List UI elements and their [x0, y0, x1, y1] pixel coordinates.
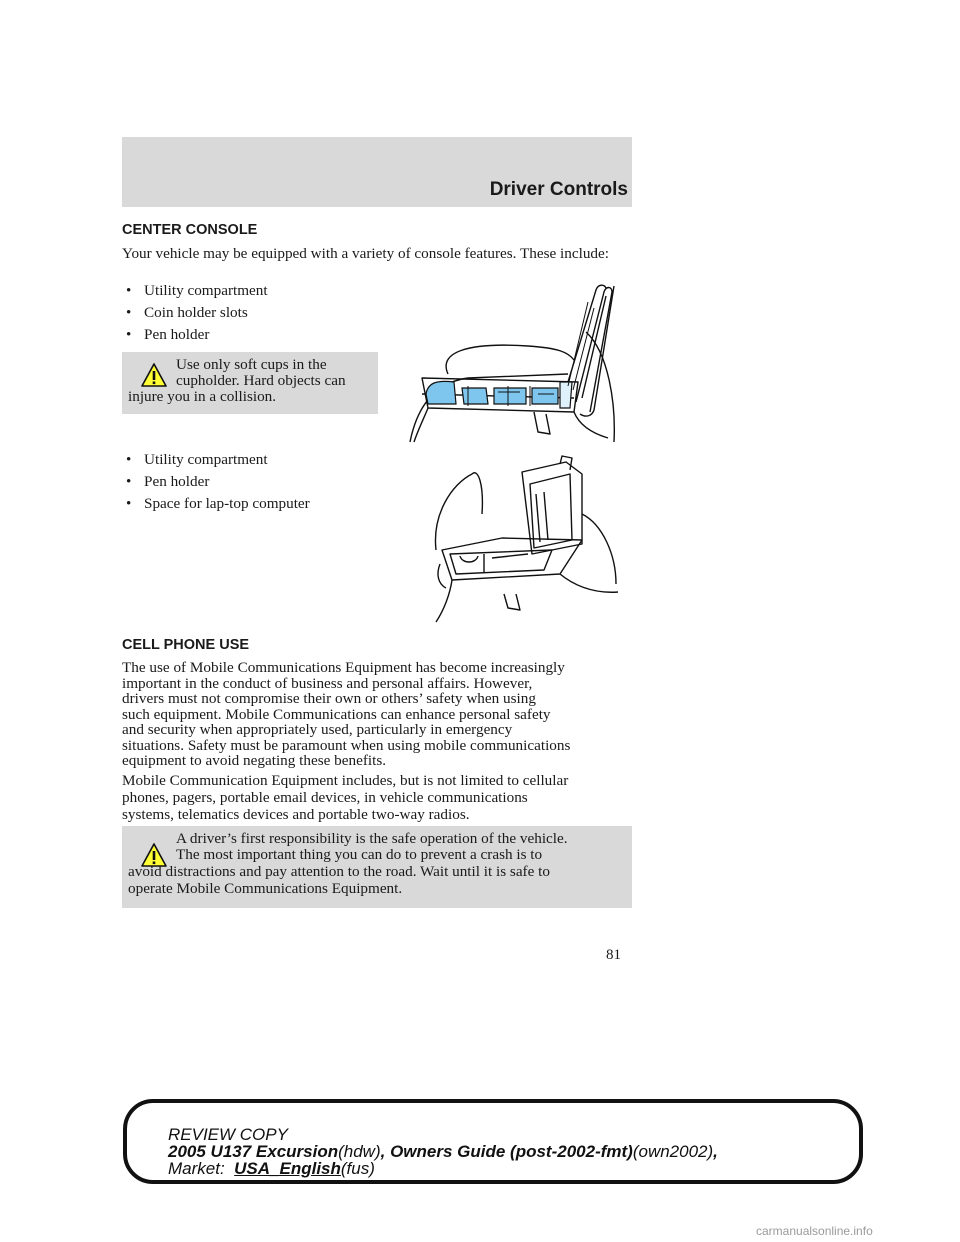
- text-line: and security when appropriately used, particularly in emergency: [122, 721, 513, 738]
- heading-center-console: CENTER CONSOLE: [122, 222, 258, 238]
- cell-phone-paragraph-2: [122, 772, 637, 823]
- feature-list-1: [122, 280, 268, 346]
- text-line: The use of Mobile Communications Equipment has become increasingly: [122, 659, 565, 676]
- list-item: • Utility compartment: [122, 280, 268, 302]
- footer-line-3: [168, 1160, 868, 1177]
- console-illustration-2: [432, 454, 620, 626]
- section-title: Driver Controls: [489, 179, 628, 200]
- text-line: important in the conduct of business and personal affairs. However,: [122, 674, 533, 692]
- feature-list-2: [122, 449, 310, 515]
- market-code: (fus): [340, 1159, 375, 1178]
- cell-phone-paragraph-1: [122, 660, 637, 769]
- review-copy-label: REVIEW COPY: [168, 1125, 288, 1144]
- list-item: • Pen holder: [122, 471, 310, 493]
- market-label: Market:: [168, 1159, 225, 1178]
- text-line: equipment to avoid negating these benefits.: [122, 752, 387, 769]
- warning-line: injure you in a collision.: [128, 388, 277, 405]
- warning-icon: [140, 362, 168, 388]
- text-line: Mobile Communication Equipment includes, but is not limited to cellular: [122, 772, 569, 789]
- line-end: ,: [713, 1142, 718, 1161]
- warning-line: The most important thing you can do to prevent a crash is to: [176, 846, 543, 863]
- footer-line-2: [168, 1143, 868, 1160]
- model-code: (hdw): [338, 1142, 381, 1161]
- intro-paragraph: Your vehicle may be equipped with a variety of console features. These include:: [122, 245, 609, 262]
- text-line: drivers must not compromise their own or others’ safety when using: [122, 690, 536, 707]
- watermark: carmanualsonline.info: [756, 1224, 873, 1238]
- review-copy-text: [168, 1126, 868, 1177]
- warning-line: avoid distractions and pay attention to the road. Wait until it is safe to: [128, 863, 550, 880]
- list-item: • Pen holder: [122, 324, 268, 346]
- text-line: situations. Safety must be paramount when using mobile communications: [122, 736, 571, 754]
- heading-cell-phone-use: CELL PHONE USE: [122, 637, 250, 653]
- page-number: 81: [606, 947, 621, 963]
- console-illustration-1: [408, 282, 618, 444]
- warning-line: A driver’s first responsibility is the safe operation of the vehicle.: [176, 830, 568, 847]
- list-item: • Coin holder slots: [122, 302, 268, 324]
- warning-box-cups: [122, 352, 378, 414]
- warning-line: operate Mobile Communications Equipment.: [128, 880, 403, 897]
- header-bar: [122, 137, 632, 207]
- model-name: 2005 U137 Excursion: [168, 1142, 339, 1161]
- guide-code: (own2002): [632, 1142, 714, 1161]
- market-name: USA_English: [234, 1159, 341, 1178]
- text-line: such equipment. Mobile Communications can enhance personal safety: [122, 705, 551, 723]
- text-line: systems, telematics devices and portable two-way radios.: [122, 806, 470, 823]
- list-item: • Space for lap-top computer: [122, 493, 310, 515]
- text-line: phones, pagers, portable email devices, in vehicle communications: [122, 789, 528, 806]
- guide-name: , Owners Guide (post-2002-fmt): [380, 1142, 633, 1161]
- warning-line: Use only soft cups in the: [176, 356, 327, 373]
- warning-box-driver: [122, 826, 632, 908]
- list-item: • Utility compartment: [122, 449, 310, 471]
- warning-line: cupholder. Hard objects can: [176, 372, 346, 389]
